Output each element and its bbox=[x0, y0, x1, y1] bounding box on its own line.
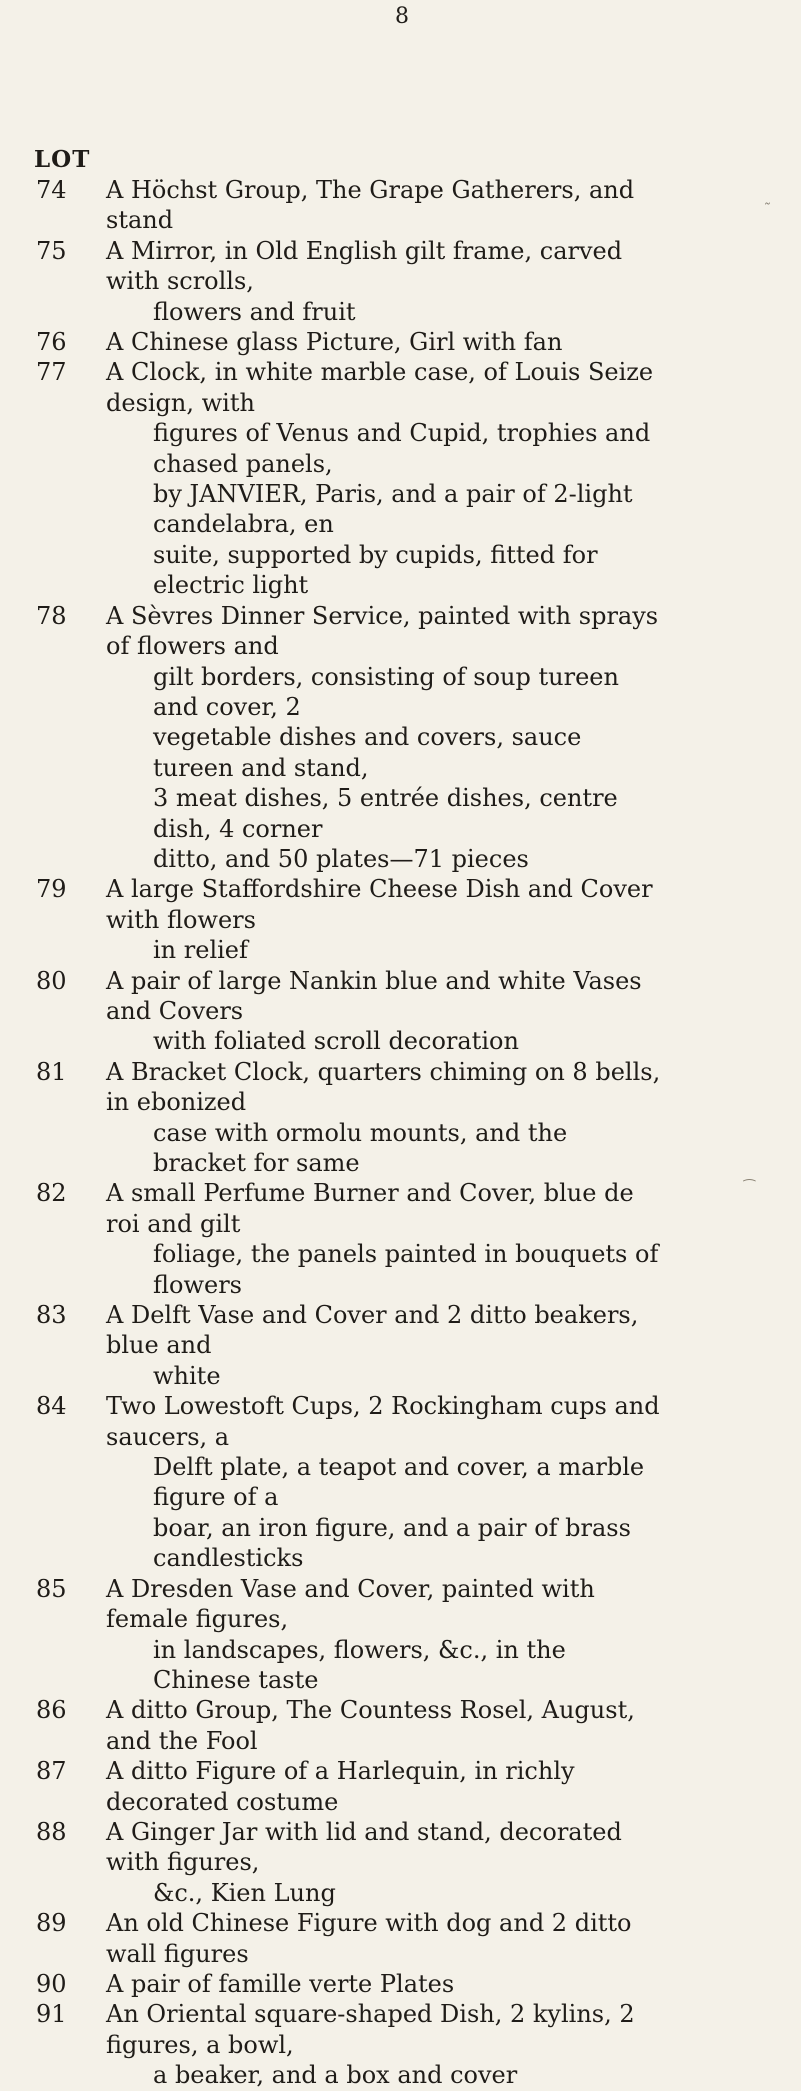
lot-number: 86 bbox=[36, 1696, 67, 1725]
page-number: 8 bbox=[395, 4, 409, 29]
lot-number: 82 bbox=[36, 1179, 67, 1208]
lot-description-line: in relief bbox=[153, 936, 248, 965]
lot-description-line: case with ormolu mounts, and the bracket for same bbox=[153, 1118, 568, 1177]
lot-description bbox=[106, 1908, 662, 1969]
lot-entry bbox=[0, 1057, 801, 1179]
lot-description-line: a beaker, and a box and cover bbox=[153, 2061, 518, 2090]
lot-description-line: A ditto Figure of a Harlequin, in richly decorated costume bbox=[106, 1757, 575, 1816]
lot-number: 79 bbox=[36, 875, 67, 904]
lot-list bbox=[0, 175, 801, 2091]
lot-description bbox=[106, 601, 662, 875]
lot-number: 90 bbox=[36, 1969, 67, 1998]
margin-mark-icon: ⁀ bbox=[743, 1180, 755, 1196]
lot-description bbox=[106, 1817, 662, 1908]
lot-description-line: &c., Kien Lung bbox=[153, 1878, 336, 1907]
lot-description-line: A Bracket Clock, quarters chiming on 8 bells, in ebonized bbox=[106, 1057, 661, 1117]
lot-description-line: with foliated scroll decoration bbox=[153, 1027, 519, 1056]
lot-entry bbox=[0, 175, 801, 236]
lot-description-line: A Dresden Vase and Cover, painted with female figures, bbox=[106, 1574, 595, 1634]
lot-description bbox=[106, 175, 662, 236]
lot-description bbox=[106, 1300, 662, 1391]
lot-description bbox=[106, 236, 662, 327]
lot-description bbox=[106, 1999, 662, 2090]
lot-entry bbox=[0, 966, 801, 1057]
lot-number: 87 bbox=[36, 1757, 67, 1786]
lot-description bbox=[106, 1574, 662, 1696]
lot-description bbox=[106, 1057, 662, 1179]
lot-number: 91 bbox=[36, 2000, 67, 2029]
lot-entry bbox=[0, 874, 801, 965]
lot-entry bbox=[0, 1817, 801, 1908]
lot-description-line: A Clock, in white marble case, of Louis Seize design, with bbox=[106, 358, 654, 417]
lot-description-line: 3 meat dishes, 5 entrée dishes, centre dish, 4 corner bbox=[153, 784, 618, 843]
lot-description-line: A Ginger Jar with lid and stand, decorated with figures, bbox=[106, 1817, 622, 1877]
lot-column-header: LOT bbox=[34, 146, 91, 173]
lot-description-line: ditto, and 50 plates—71 pieces bbox=[153, 844, 529, 873]
lot-description-line: A Sèvres Dinner Service, painted with sprays of flowers and bbox=[106, 601, 659, 661]
lot-entry bbox=[0, 601, 801, 875]
lot-description-line: by JANVIER, Paris, and a pair of 2-light candelabra, en bbox=[153, 480, 633, 539]
lot-description-line: A Delft Vase and Cover and 2 ditto beakers, blue and bbox=[106, 1301, 639, 1360]
lot-description bbox=[106, 1756, 662, 1817]
lot-number: 88 bbox=[36, 1817, 67, 1846]
lot-description-line: suite, supported by cupids, fitted for electric light bbox=[153, 540, 598, 600]
lot-description-line: An Oriental square-shaped Dish, 2 kylins, 2 figures, a bowl, bbox=[106, 2000, 635, 2059]
lot-description-line: A Chinese glass Picture, Girl with fan bbox=[106, 328, 563, 357]
lot-number: 76 bbox=[36, 328, 67, 357]
lot-entry bbox=[0, 1999, 801, 2090]
lot-description bbox=[106, 1695, 662, 1756]
lot-description-line: Delft plate, a teapot and cover, a marble figure of a bbox=[153, 1453, 645, 1512]
lot-description bbox=[106, 966, 662, 1057]
lot-description-line: vegetable dishes and covers, sauce tureen and stand, bbox=[153, 723, 582, 782]
lot-number: 83 bbox=[36, 1301, 67, 1330]
lot-description bbox=[106, 1969, 662, 1999]
lot-description-line: boar, an iron figure, and a pair of brass candlesticks bbox=[153, 1513, 631, 1573]
lot-entry bbox=[0, 1574, 801, 1696]
lot-description-line: white bbox=[153, 1361, 221, 1390]
lot-description-line: A small Perfume Burner and Cover, blue de roi and gilt bbox=[106, 1179, 634, 1238]
lot-entry bbox=[0, 236, 801, 327]
lot-number: 77 bbox=[36, 358, 67, 387]
lot-description bbox=[106, 1391, 662, 1573]
lot-description-line: A pair of famille verte Plates bbox=[106, 1969, 455, 1998]
lot-entry bbox=[0, 357, 801, 600]
lot-number: 81 bbox=[36, 1057, 67, 1086]
lot-description-line: A ditto Group, The Countess Rosel, August, and the Fool bbox=[106, 1696, 635, 1755]
lot-number: 80 bbox=[36, 966, 67, 995]
lot-entry bbox=[0, 327, 801, 357]
lot-number: 85 bbox=[36, 1574, 67, 1603]
lot-number: 75 bbox=[36, 236, 67, 265]
lot-number: 84 bbox=[36, 1392, 67, 1421]
lot-description bbox=[106, 1178, 662, 1300]
lot-entry bbox=[0, 1178, 801, 1300]
lot-description bbox=[106, 357, 662, 600]
lot-number: 74 bbox=[36, 176, 67, 204]
lot-entry bbox=[0, 1695, 801, 1756]
lot-entry bbox=[0, 1391, 801, 1573]
lot-description bbox=[106, 327, 662, 357]
lot-description-line: in landscapes, flowers, &c., in the Chinese taste bbox=[153, 1635, 566, 1694]
lot-description-line: A pair of large Nankin blue and white Vases and Covers bbox=[106, 966, 642, 1025]
lot-description bbox=[106, 874, 662, 965]
lot-description-line: foliage, the panels painted in bouquets of flowers bbox=[153, 1240, 659, 1299]
lot-entry bbox=[0, 1300, 801, 1391]
lot-description-line: A Mirror, in Old English gilt frame, carved with scrolls, bbox=[106, 236, 623, 296]
lot-number: 78 bbox=[36, 601, 67, 630]
lot-entry bbox=[0, 1969, 801, 1999]
lot-description-line: Two Lowestoft Cups, 2 Rockingham cups and saucers, a bbox=[106, 1392, 660, 1451]
lot-description-line: An old Chinese Figure with dog and 2 ditto wall figures bbox=[106, 1909, 632, 1968]
lot-description-line: A large Staffordshire Cheese Dish and Cover with flowers bbox=[106, 875, 653, 934]
lot-description-line: figures of Venus and Cupid, trophies and chased panels, bbox=[153, 419, 651, 478]
lot-description-line: gilt borders, consisting of soup tureen and cover, 2 bbox=[153, 662, 619, 721]
lot-description-line: A Höchst Group, The Grape Gatherers, and stand bbox=[106, 176, 635, 235]
lot-description-line: flowers and fruit bbox=[153, 297, 356, 326]
lot-entry bbox=[0, 1908, 801, 1969]
margin-mark-icon: ˷ bbox=[764, 190, 771, 206]
lot-number: 89 bbox=[36, 1909, 67, 1938]
lot-entry bbox=[0, 1756, 801, 1817]
